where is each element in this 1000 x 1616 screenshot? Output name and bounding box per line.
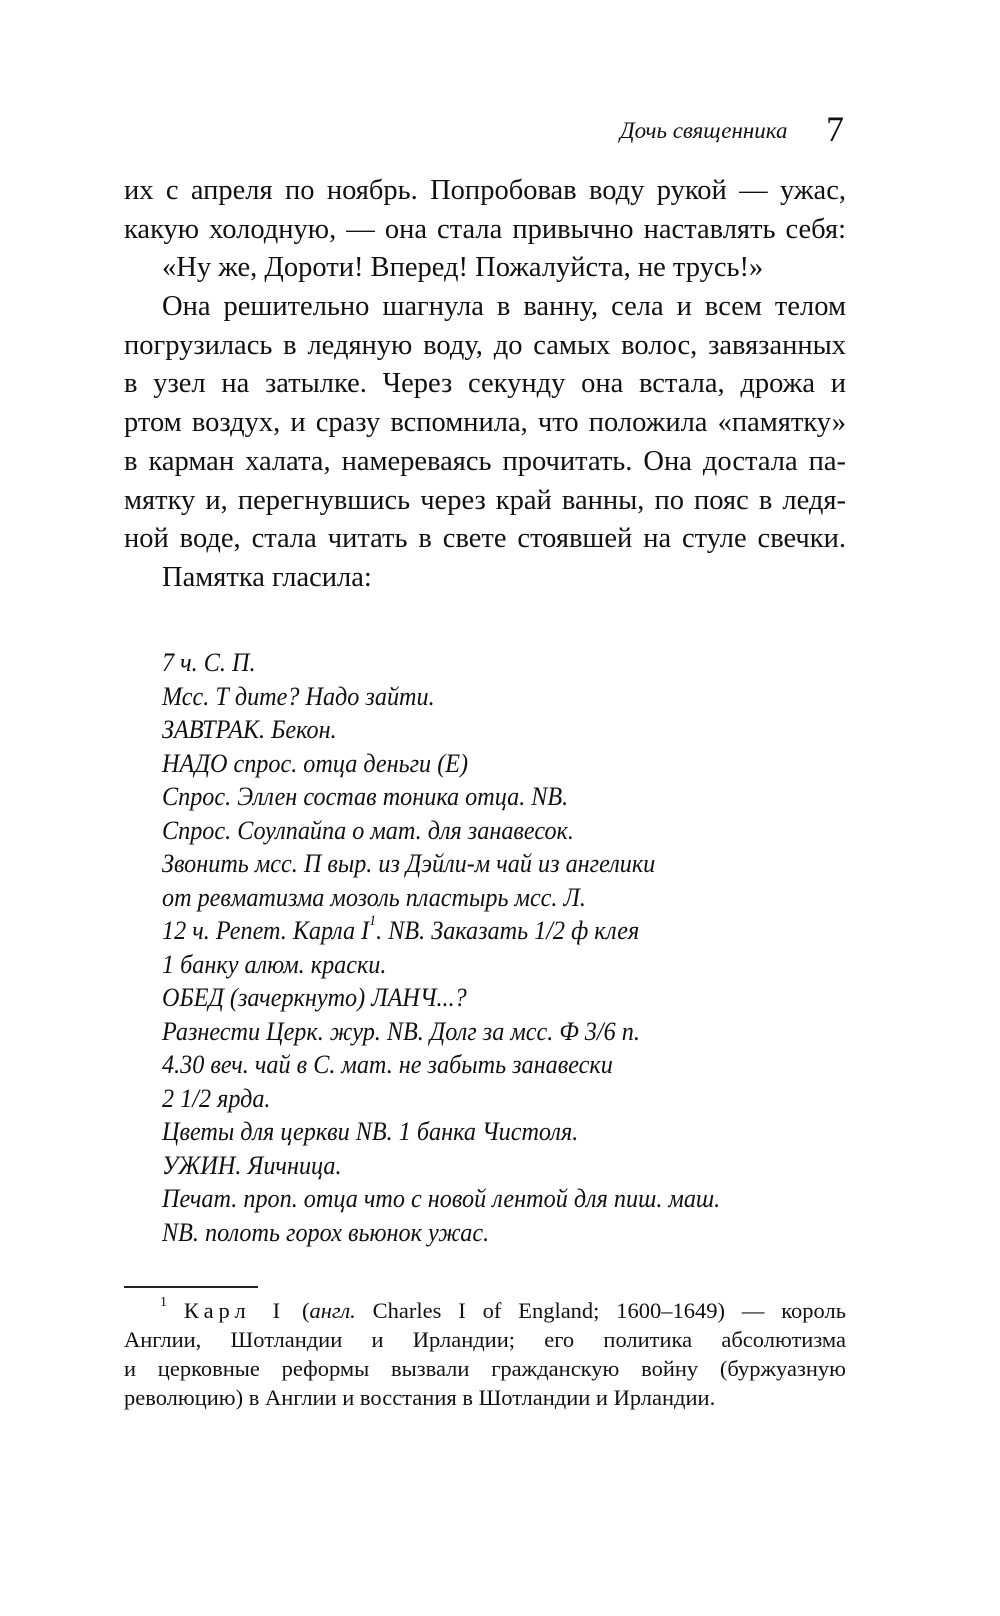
footnote-line: $^1$ Карл I (англ. Charles I of England; 1600–1649) — король [160,1296,846,1323]
page-number: 7 [826,109,844,149]
footnote-lang: англ. [309,1298,356,1323]
footnote-line: Англии, Шотландии и Ирландии; его политика абсолютизма [124,1327,846,1352]
memo-line: УЖИН. Яичница. [162,1150,342,1180]
footnote-line: революцию) в Англии и восстания в Шотландии и Ирландии. [124,1385,716,1410]
memo-line: Мсс. Т дите? Надо зайти. [162,681,435,711]
memo-line: Звонить мсс. П выр. из Дэйли-м чай из ангелики [162,849,656,878]
memo-line: от ревматизма мозоль пластырь мсс. Л. [162,882,586,912]
text-line: их с апреля по ноябрь. Попробовав воду рукой — ужас, [124,175,846,206]
footnote-mark: 1 [160,1296,167,1310]
text-line: в узел на затылке. Через секунду она встала, дрожа и [124,368,846,400]
text-line: какую холодную, — она стала привычно наставлять себя: [124,213,846,245]
footnote [124,1296,846,1412]
footnote-line1: Charles I of England; 1600–1649) — король [372,1298,846,1323]
memo-line: Цветы для церкви NB. 1 банка Чистоля. [162,1117,579,1146]
footnote-term: Карл I [183,1298,286,1323]
memo-line: НАДО спрос. отца деньги (Е) [162,748,469,778]
footnote-ref[interactable]: 1 [369,913,377,929]
text-line: в карман халата, намереваясь прочитать. Она достала па- [124,445,846,477]
text-line: «Ну же, Дороти! Вперед! Пожалуйста, не трусь!» [162,252,764,284]
text-line: погрузилась в ледяную воду, до самых волос, завязанных [124,329,846,361]
memo-line: ЗАВТРАК. Бекон. [162,715,337,744]
memo-line: Печат. проп. отца что с новой лентой для пиш. маш. [162,1184,721,1213]
memo-line: Разнести Церк. жур. NB. Долг за мсс. Ф 3/6 п. [162,1016,640,1046]
footnote-line: и церковные реформы вызвали гражданскую войну (буржуазную [124,1356,846,1381]
text-line: Памятка гласила: [162,561,372,593]
text-line: ртом воздух, и сразу вспомнила, что положила «памятку» [124,407,846,439]
memo-line-text: 12 ч. Репет. Карла I [162,916,370,945]
memo-line [162,914,813,948]
text-line: мятку и, перегнувшись через край ванны, по пояс в ледя- [124,484,846,516]
memo-line: NB. полоть горох вьюнок ужас. [162,1217,490,1247]
body-text [124,172,846,598]
memo-line: Спрос. Соулпайпа о мат. для занавесок. [162,815,574,845]
memo-line-text: . NB. Заказать 1/2 ф клея [376,916,640,945]
memo-list [162,646,862,1249]
text-line: Она решительно шагнула в ванну, села и всем телом [162,291,846,323]
memo-line: 1 банку алюм. краски. [162,949,387,979]
memo-line: 4.30 веч. чай в С. мат. не забыть занавески [162,1050,613,1079]
memo-line: ОБЕД (зачеркнуто) ЛАНЧ...? [162,983,467,1012]
footnote-divider [124,1286,258,1288]
text-line: ной воде, стала читать в свете стоявшей на стуле свечки. [124,523,846,555]
running-title: Дочь священника [620,118,788,143]
memo-line: Спрос. Эллен состав тоника отца. NB. [162,782,569,811]
memo-line: 2 1/2 ярда. [162,1083,271,1113]
memo-line: 7 ч. С. П. [162,648,256,677]
